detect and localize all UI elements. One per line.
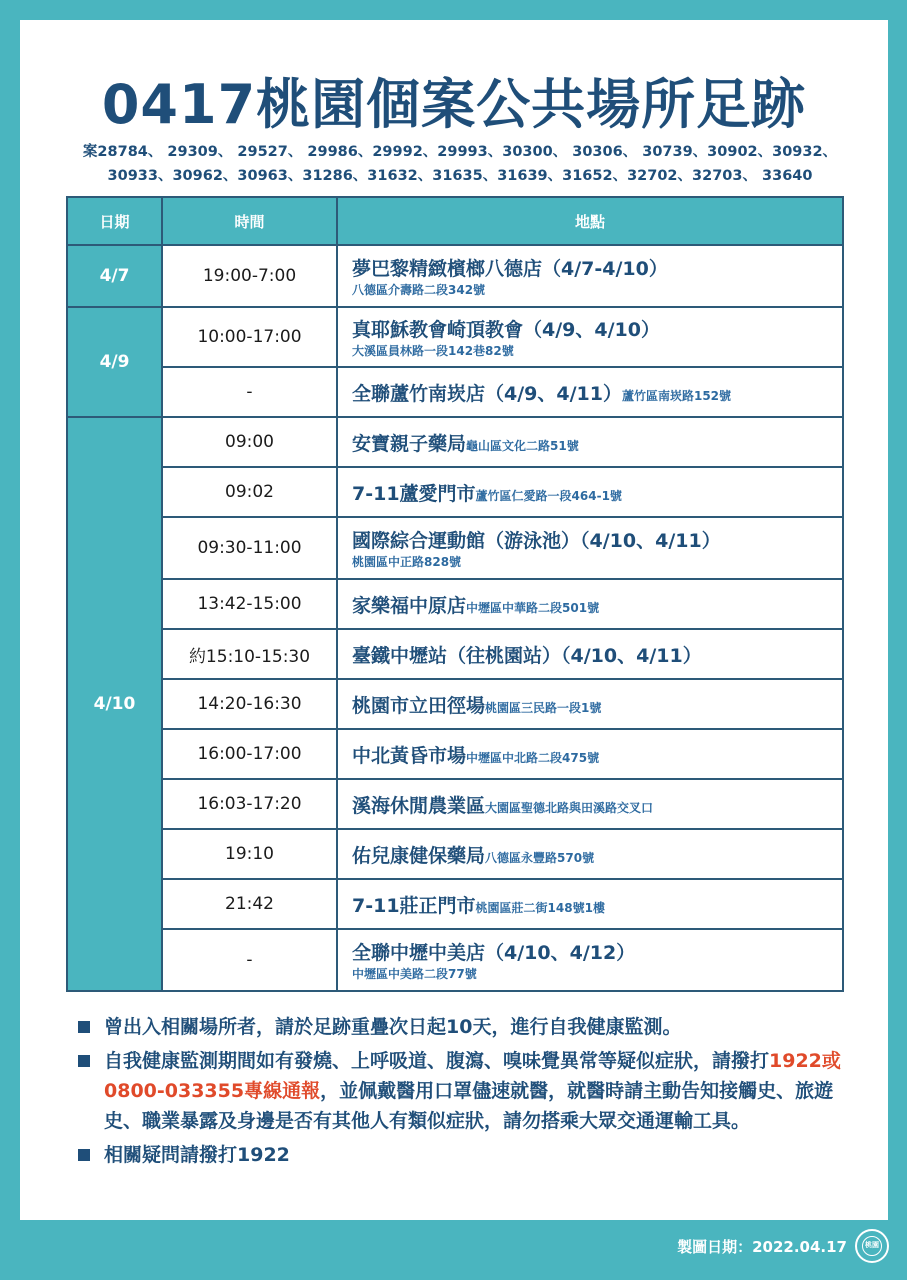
place-name: 夢巴黎精緻檳榔八德店（4/7-4/10） bbox=[352, 258, 668, 280]
time-cell: 09:30-11:00 bbox=[162, 517, 337, 579]
table-row bbox=[67, 629, 843, 679]
place-name: 全聯中壢中美店（4/10、4/12） bbox=[352, 942, 636, 964]
time-cell: 16:00-17:00 bbox=[162, 729, 337, 779]
header-time: 時間 bbox=[162, 197, 337, 245]
place-address: 蘆竹區南崁路152號 bbox=[621, 388, 732, 403]
place-cell bbox=[337, 367, 843, 417]
place-cell bbox=[337, 307, 843, 367]
table-row bbox=[67, 829, 843, 879]
header-date: 日期 bbox=[67, 197, 162, 245]
place-cell bbox=[337, 679, 843, 729]
table-row bbox=[67, 729, 843, 779]
taoyuan-seal-icon bbox=[855, 1229, 889, 1263]
place-name: 安寶親子藥局 bbox=[352, 432, 467, 455]
place-name: 真耶穌教會崎頂教會（4/9、4/10） bbox=[352, 319, 660, 341]
place-address: 桃園區三民路一段1號 bbox=[485, 700, 602, 715]
time-cell: 10:00-17:00 bbox=[162, 307, 337, 367]
place-address: 桃園區中正路828號 bbox=[352, 555, 462, 569]
place-cell bbox=[337, 517, 843, 579]
table-row bbox=[67, 367, 843, 417]
case-list-line-1: 案28784、 29309、 29527、 29986、29992、29993、30300、 30306、 30739、30902、30932、 bbox=[82, 144, 838, 160]
place-address: 中壢區中北路二段475號 bbox=[466, 750, 600, 765]
note-item bbox=[78, 1140, 868, 1170]
place-address: 龜山區文化二路51號 bbox=[466, 438, 579, 453]
date-cell: 4/7 bbox=[67, 245, 162, 307]
date-cell: 4/10 bbox=[67, 417, 162, 991]
square-bullet-icon bbox=[78, 1055, 90, 1067]
place-address: 大園區聖德北路與田溪路交叉口 bbox=[485, 800, 654, 815]
note-item bbox=[78, 1012, 868, 1042]
table-row bbox=[67, 307, 843, 367]
place-name: 桃園市立田徑場 bbox=[352, 694, 486, 717]
place-name: 家樂福中原店 bbox=[352, 594, 467, 617]
place-cell bbox=[337, 245, 843, 307]
note-text: 曾出入相關場所者，請於足跡重疊次日起10天，進行自我健康監測。 bbox=[104, 1016, 682, 1038]
place-name: 7-11莊正門市 bbox=[352, 894, 476, 917]
hotline-text: 1922或0800-033355專線通報 bbox=[104, 1050, 841, 1102]
table-row bbox=[67, 879, 843, 929]
place-name: 7-11蘆愛門市 bbox=[352, 482, 476, 505]
table-row bbox=[67, 467, 843, 517]
place-name: 中北黃昏市場 bbox=[352, 744, 467, 767]
table-row bbox=[67, 517, 843, 579]
table-row bbox=[67, 679, 843, 729]
time-cell: 21:42 bbox=[162, 879, 337, 929]
place-cell bbox=[337, 467, 843, 517]
table-row bbox=[67, 579, 843, 629]
notes-section bbox=[78, 1012, 868, 1174]
note-text-part: ，並佩戴醫用口罩儘速就醫，就醫時請主動告知接觸史、旅遊史、職業暴露及身邊是否有其他人有類似症狀，請勿搭乘大眾交通運輸工具。 bbox=[104, 1080, 834, 1132]
place-address: 中壢區中華路二段501號 bbox=[466, 600, 600, 615]
page-title: 0417桃園個案公共場所足跡 bbox=[101, 73, 807, 136]
square-bullet-icon bbox=[78, 1021, 90, 1033]
place-cell bbox=[337, 629, 843, 679]
place-cell bbox=[337, 829, 843, 879]
place-address: 大溪區員林路一段142巷82號 bbox=[352, 344, 514, 358]
place-name: 全聯蘆竹南崁店（4/9、4/11） bbox=[352, 382, 622, 405]
time-cell: - bbox=[162, 929, 337, 991]
note-text: 相關疑問請撥打1922 bbox=[104, 1144, 290, 1166]
time-cell: 09:02 bbox=[162, 467, 337, 517]
square-bullet-icon bbox=[78, 1149, 90, 1161]
place-address: 蘆竹區仁愛路一段464-1號 bbox=[475, 488, 622, 503]
time-cell: 約15:10-15:30 bbox=[162, 629, 337, 679]
made-date: 製圖日期：2022.04.17 bbox=[677, 1238, 847, 1256]
place-address: 八德區介壽路二段342號 bbox=[352, 283, 486, 297]
footprint-table bbox=[66, 196, 844, 992]
table-row bbox=[67, 779, 843, 829]
time-cell: 14:20-16:30 bbox=[162, 679, 337, 729]
seal-text: 桃園 bbox=[862, 1236, 882, 1256]
note-text-part: 自我健康監測期間如有發燒、上呼吸道、腹瀉、嗅味覺異常等疑似症狀，請撥打 bbox=[104, 1050, 770, 1072]
date-cell: 4/9 bbox=[67, 307, 162, 417]
note-item bbox=[78, 1046, 868, 1136]
place-cell bbox=[337, 729, 843, 779]
time-cell: 19:00-7:00 bbox=[162, 245, 337, 307]
place-address: 八德區永豐路570號 bbox=[485, 850, 595, 865]
place-cell bbox=[337, 779, 843, 829]
header-place: 地點 bbox=[337, 197, 843, 245]
place-address: 中壢區中美路二段77號 bbox=[352, 967, 477, 981]
case-list-line-2: 30933、30962、30963、31286、31632、31635、31639、31652、32702、32703、 33640 bbox=[107, 168, 813, 184]
place-name: 國際綜合運動館（游泳池）（4/10、4/11） bbox=[352, 530, 721, 552]
place-address: 桃園區莊二街148號1樓 bbox=[475, 900, 605, 915]
table-row bbox=[67, 929, 843, 991]
note-text bbox=[104, 1046, 868, 1136]
place-cell bbox=[337, 879, 843, 929]
time-cell: 19:10 bbox=[162, 829, 337, 879]
time-cell: 09:00 bbox=[162, 417, 337, 467]
place-name: 溪海休閒農業區 bbox=[352, 794, 486, 817]
place-name: 臺鐵中壢站（往桃園站）（4/10、4/11） bbox=[352, 644, 702, 667]
place-name: 佑兒康健保藥局 bbox=[352, 844, 486, 867]
place-cell bbox=[337, 579, 843, 629]
table-header-row bbox=[67, 197, 843, 245]
time-cell: - bbox=[162, 367, 337, 417]
table-row bbox=[67, 245, 843, 307]
place-cell bbox=[337, 417, 843, 467]
table-row bbox=[67, 417, 843, 467]
time-cell: 16:03-17:20 bbox=[162, 779, 337, 829]
place-cell bbox=[337, 929, 843, 991]
time-cell: 13:42-15:00 bbox=[162, 579, 337, 629]
poster-card bbox=[20, 20, 888, 1220]
